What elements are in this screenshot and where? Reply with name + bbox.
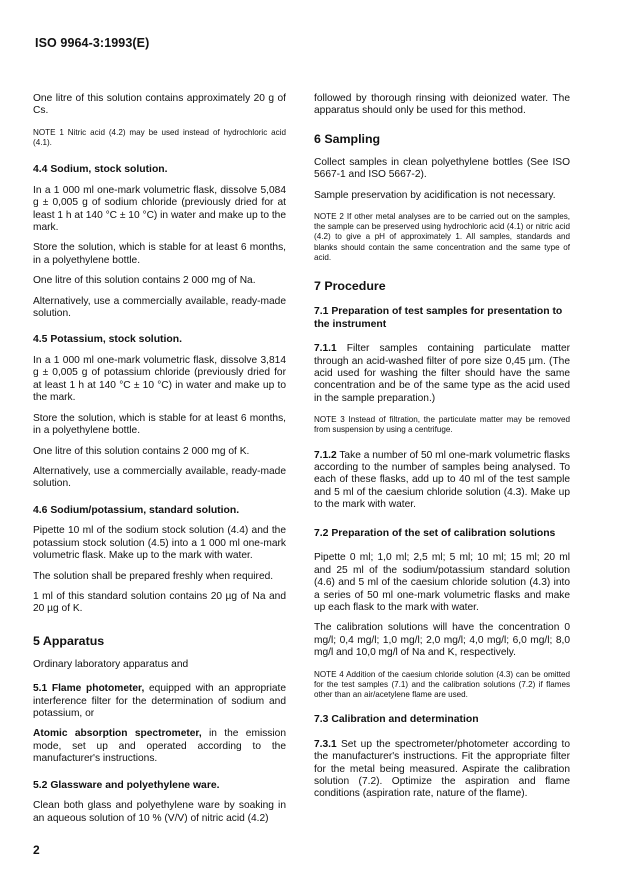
paragraph: Collect samples in clean polyethylene bottles (See ISO 5667-1 and ISO 5667-2).	[314, 156, 570, 181]
paragraph: Pipette 10 ml of the sodium stock solution (4.4) and the potassium stock solution (4.5) into a 1 000 ml one-mark volumetric flask. Make up to the mark with water.	[33, 525, 286, 562]
paragraph: Sample preservation by acidification is not necessary.	[314, 189, 556, 201]
paragraph: The calibration solutions will have the concentration 0 mg/l; 0,4 mg/l; 1,0 mg/l; 2,0 mg/l; 4,0 mg/l; 6,0 mg/l; 8,0 mg/l and 10,0 mg/l of Na and K, respectively.	[314, 622, 570, 659]
paragraph: One litre of this solution contains 2 000 mg of Na.	[33, 275, 256, 287]
aas-heading: Atomic absorption spectrometer,	[33, 728, 202, 740]
note-3: NOTE 3 Instead of filtration, the particulate matter may be removed from suspension by using a centrifuge.	[314, 415, 570, 435]
paragraph: Store the solution, which is stable for at least 6 months, in a polyethylene bottle.	[33, 412, 286, 437]
aas-paragraph	[33, 728, 286, 765]
section-7-1-1-text: Filter samples containing particulate matter through an acid-washed filter of pore size 0,45 µm. (The acid used for washing the filter should have the same concentration and be of the same type as the acid used in the sample preparation.)	[314, 343, 570, 404]
right-column	[314, 93, 570, 801]
section-5-2-heading: 5.2 Glassware and polyethylene ware.	[33, 779, 220, 791]
paragraph: Store the solution, which is stable for at least 6 months, in a polyethylene bottle.	[33, 242, 286, 266]
paragraph: followed by thorough rinsing with deionized water. The apparatus should only be used for this method.	[314, 93, 570, 117]
section-7-heading: 7 Procedure	[314, 279, 386, 294]
section-4-4-heading: 4.4 Sodium, stock solution.	[33, 164, 168, 176]
paragraph: 1 ml of this standard solution contains 20 µg of Na and 20 µg of K.	[33, 590, 286, 615]
section-4-5-heading: 4.5 Potassium, stock solution.	[33, 334, 182, 346]
section-7-1-1-number: 7.1.1	[314, 343, 337, 355]
paragraph: The solution shall be prepared freshly when required.	[33, 570, 274, 582]
paragraph: Alternatively, use a commercially available, ready-made solution.	[33, 465, 286, 490]
section-7-1-2-paragraph	[314, 450, 570, 512]
paragraph: In a 1 000 ml one-mark volumetric flask, dissolve 3,814 g ± 0,005 g of potassium chloride (previously dried for at least 1 h at 140 °C ± 10 °C) in water and make up to the mark.	[33, 355, 286, 404]
paragraph: One litre of this solution contains 2 000 mg of K.	[33, 445, 250, 457]
section-5-1-text: equipped with an appropriate interference filter for the determination of sodium and potassium, or	[33, 683, 286, 719]
note-4: NOTE 4 Addition of the caesium chloride solution (4.3) can be omitted for the test samples (7.1) and the calibration solutions (7.2) if flames other than an air/acetylene flame are used.	[314, 669, 570, 699]
paragraph: Pipette 0 ml; 1,0 ml; 2,5 ml; 5 ml; 10 ml; 15 ml; 20 ml and 25 ml of the sodium/potassium standard solution (4.6) and 5 ml of the caesium chloride solution (4.3) into a series of 50 ml one-mark volumetric flasks and make up each flask to the mark with water.	[314, 552, 570, 613]
section-6-heading: 6 Sampling	[314, 131, 381, 146]
section-7-3-heading: 7.3 Calibration and determination	[314, 714, 479, 726]
section-5-1-heading: 5.1 Flame photometer,	[33, 683, 145, 695]
aas-text: in the emission mode, set up and operated according to the manufacturer's instructions.	[33, 728, 286, 765]
section-5-1-paragraph	[33, 683, 286, 720]
section-5-heading: 5 Apparatus	[33, 633, 105, 648]
section-7-3-1-paragraph	[314, 739, 570, 801]
section-7-3-1-text: Set up the spectrometer/photometer according to the manufacturer's instructions. Fit the appropriate filter for the metal being measured. Aspirate the calibration solution (7.2). Optimize the aspiration and flame conditions (aspiration rate, nature of the flame).	[314, 738, 570, 800]
paragraph: Ordinary laboratory apparatus and	[33, 658, 189, 670]
section-7-1-heading: 7.1 Preparation of test samples for presentation to the instrument	[314, 306, 563, 330]
paragraph: In a 1 000 ml one-mark volumetric flask, dissolve 5,084 g ± 0,005 g of sodium chloride (previously dried for at least 1 h at 140 °C ± 10 °C) in water and make up to the mark.	[33, 184, 286, 234]
note-1: NOTE 1 Nitric acid (4.2) may be used instead of hydrochloric acid (4.1).	[33, 127, 286, 148]
paragraph: One litre of this solution contains approximately 20 g of Cs.	[33, 93, 286, 117]
page-number: 2	[33, 843, 40, 857]
left-column	[33, 93, 286, 825]
section-7-1-2-text: Take a number of 50 ml one-mark volumetric flasks according to the number of samples being analysed. To each of these flasks, add up to 40 ml of the test sample and 5 ml of the caesium chloride solution (4.3). Make up to the mark with water.	[314, 449, 570, 511]
section-7-1-1-paragraph	[314, 343, 570, 405]
note-2: NOTE 2 If other metal analyses are to be carried out on the samples, the sample can be preserved using hydrochloric acid (4.1) or nitric acid (4.2) to give a pH of approximately 1. All samples, standards and blanks should contain the same concentration and the same type of acid.	[314, 212, 570, 262]
section-7-2-heading: 7.2 Preparation of the set of calibration solutions	[314, 527, 556, 539]
section-4-6-heading: 4.6 Sodium/potassium, standard solution.	[33, 504, 240, 516]
paragraph: Clean both glass and polyethylene ware by soaking in an aqueous solution of 10 % (V/V) of nitric acid (4.2)	[33, 800, 286, 824]
section-7-3-1-number: 7.3.1	[314, 738, 337, 750]
page-header: ISO 9964-3:1993(E)	[35, 36, 150, 50]
section-7-1-2-number: 7.1.2	[314, 449, 337, 461]
paragraph: Alternatively, use a commercially available, ready-made solution.	[33, 295, 286, 320]
